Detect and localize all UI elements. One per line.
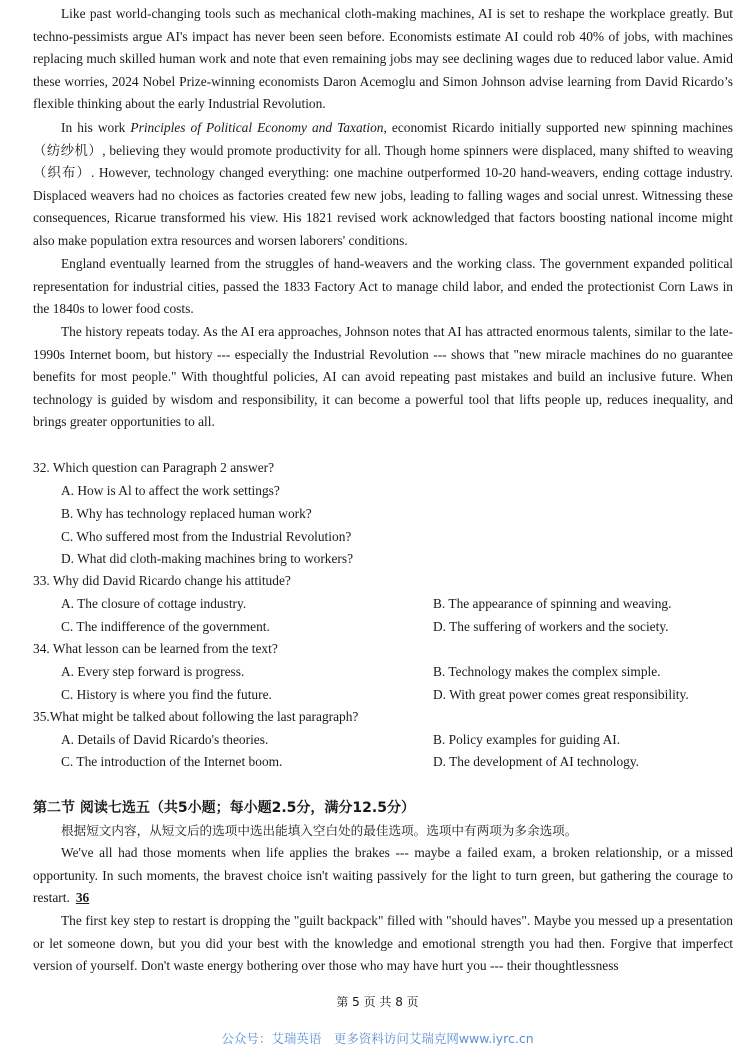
section-instruction: 根据短文内容，从短文后的选项中选出能填入空白处的最佳选项。选项中有两项为多余选项。 bbox=[61, 823, 578, 838]
question-32-option-a[interactable]: A. How is Al to affect the work settings? bbox=[61, 483, 280, 498]
blank-36[interactable]: 36 bbox=[75, 890, 90, 906]
watermark-footer[interactable]: 公众号：艾瑞英语 更多资料访问艾瑞克网www.iyrc.cn bbox=[221, 1031, 534, 1046]
question-34-option-d[interactable]: D. With great power comes great responsibility. bbox=[433, 687, 689, 702]
question-33-option-d[interactable]: D. The suffering of workers and the society. bbox=[433, 619, 669, 634]
question-35-option-a[interactable]: A. Details of David Ricardo's theories. bbox=[61, 732, 269, 747]
question-32-option-b[interactable]: B. Why has technology replaced human work? bbox=[61, 506, 312, 521]
question-34-option-a[interactable]: A. Every step forward is progress. bbox=[61, 664, 245, 679]
question-35-option-c[interactable]: C. The introduction of the Internet boom. bbox=[61, 754, 283, 769]
question-32-option-d[interactable]: D. What did cloth-making machines bring to workers? bbox=[61, 551, 354, 566]
passage-paragraph-4: The history repeats today. As the AI era approaches, Johnson notes that AI has attracted enormous talents, similar to the late-1990s Internet boom, but history --- especially the Industrial Revolution --- shows that "new miracle machines do no guarantee benefits for most people." With thoughtful policies, AI can avoid repeating past mistakes and build an inclusive future. When technology is guided by wisdom and responsibility, it can become a powerful tool that lifts people up, reduces inequality, and brings greater opportunities to all. bbox=[33, 324, 733, 430]
question-35-option-b[interactable]: B. Policy examples for guiding AI. bbox=[433, 732, 621, 747]
question-33-option-c[interactable]: C. The indifference of the government. bbox=[61, 619, 270, 634]
question-35-stem: 35.What might be talked about following the last paragraph? bbox=[33, 709, 359, 724]
question-32-stem: 32. Which question can Paragraph 2 answer? bbox=[33, 460, 275, 475]
question-34-option-b[interactable]: B. Technology makes the complex simple. bbox=[433, 664, 661, 679]
book-title: Principles of Political Economy and Taxation bbox=[130, 120, 384, 135]
question-35-option-d[interactable]: D. The development of AI technology. bbox=[433, 754, 640, 769]
question-33-option-a[interactable]: A. The closure of cottage industry. bbox=[61, 596, 247, 611]
question-33-option-b[interactable]: B. The appearance of spinning and weaving. bbox=[433, 596, 672, 611]
passage-paragraph-3: England eventually learned from the struggles of hand-weavers and the working class. The government expanded political representation for industrial cities, passed the 1833 Factory Act to manage child labor, and ended the protectionist Corn Laws in the 1840s to lower food costs. bbox=[33, 256, 733, 317]
passage-paragraph-2: In his work Principles of Political Economy and Taxation, economist Ricardo initially supported new spinning machines（纺纱机）, believing they would promote productivity for all. Though home spinners were displaced, many shifted to weaving（织布）. However, technology changed everything: one machine outperformed 10-20 hand-weavers, ending cottage industry. Displaced weavers had no choices as factories created few new jobs, leading to falling wages and social unrest. Witnessing these consequences, Ricarue transformed his view. His 1821 revised work acknowledged that factors boosting national income might also make population extra resources and worsen laborers' conditions. bbox=[33, 120, 733, 248]
question-34-option-c[interactable]: C. History is where you find the future. bbox=[61, 687, 272, 702]
section2-paragraph-2: The first key step to restart is dropping the "guilt backpack" filled with "should haves". Maybe you messed up a presentation or let someone down, but you did your best with the knowledge and emotional strength you had then. Forgive that imperfect version of yourself. Don't waste energy bothering over those who may have hurt you --- their thoughtlessness bbox=[33, 913, 733, 974]
section-heading: 第二节 阅读七选五（共5小题；每小题2.5分，满分12.5分） bbox=[33, 800, 415, 816]
section2-paragraph-1: We've all had those moments when life applies the brakes --- maybe a failed exam, a broken relationship, or a missed opportunity. In such moments, the bravest choice isn't waiting passively for the light to turn green, but gathering the courage to restart. 36 bbox=[33, 845, 733, 906]
question-32-option-c[interactable]: C. Who suffered most from the Industrial Revolution? bbox=[61, 529, 352, 544]
passage-paragraph-1: Like past world-changing tools such as mechanical cloth-making machines, AI is set to reshape the workplace greatly. But techno-pessimists argue AI's impact has never been seen before. Economists estimate AI could rob 40% of jobs, with machines replacing much skilled human work and note that even remaining jobs may see declining wages due to reduced labor value. Amid these worries, 2024 Nobel Prize-winning economists Daron Acemoglu and Simon Johnson advise learning from David Ricardo’s flexible thinking about the early Industrial Revolution. bbox=[33, 6, 733, 112]
question-33-stem: 33. Why did David Ricardo change his attitude? bbox=[33, 573, 291, 588]
page-number: 第 5 页 共 8 页 bbox=[336, 995, 419, 1009]
question-34-stem: 34. What lesson can be learned from the text? bbox=[33, 641, 278, 656]
